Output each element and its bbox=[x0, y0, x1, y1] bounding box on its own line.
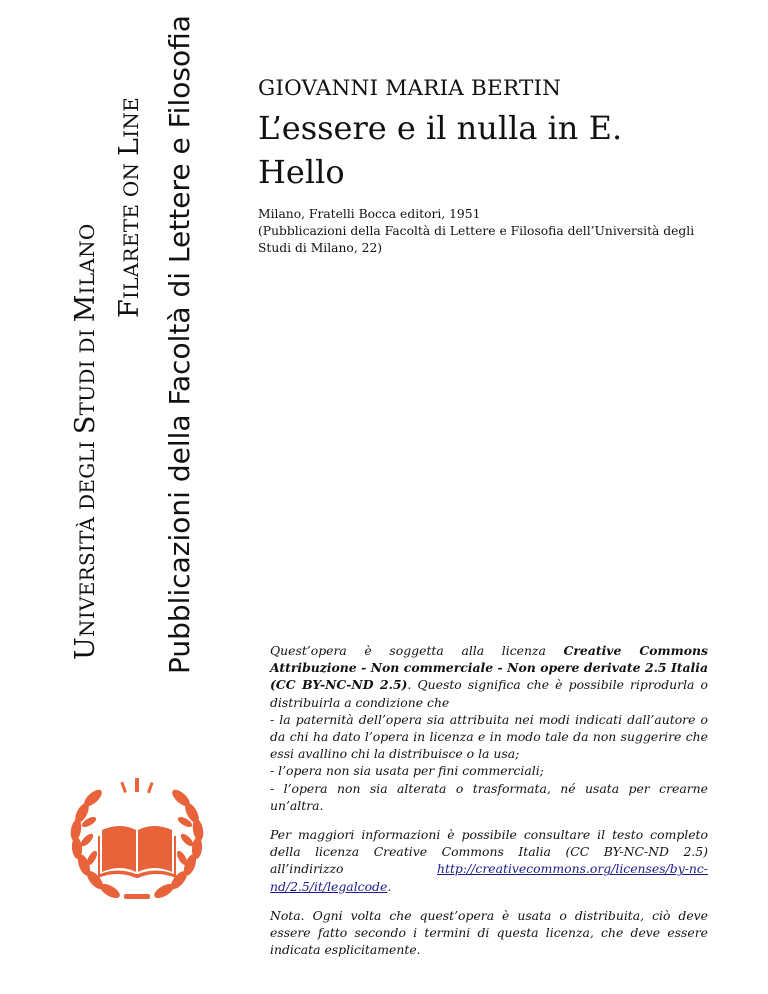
license-condition: - l’opera non sia alterata o trasformata, né usata per crearne un’altra. bbox=[270, 780, 708, 813]
license-condition: - l’opera non sia usata per fini commerciali; bbox=[270, 763, 544, 779]
license-link[interactable]: http://creativecommons.org/licenses/by-nc-nd/2.5/it/legalcode bbox=[270, 861, 708, 894]
license-note: Nota. Ogni volta che quest’opera è usata o distribuita, ciò deve essere fatto secondo i termini di questa licenza, che deve essere indicata esplicitamente. bbox=[270, 907, 708, 958]
license-more-info: Per maggiori informazioni è possibile consultare il testo completo della licenza Creative Commons Italia (CC BY-NC-ND 2.5) all’indirizzo http://creativecommons.org/licenses/by-nc-nd/2.5/it/legalcode. bbox=[270, 827, 708, 894]
series-note: (Pubblicazioni della Facoltà di Lettere e Filosofia dell’Università degli Studi di Milano, 22) bbox=[258, 224, 695, 255]
book-header bbox=[258, 74, 718, 257]
book-title: L’essere e il nulla in E. Hello bbox=[258, 109, 623, 191]
collection-title: Pubblicazioni della Facoltà di Lettere e Filosofia bbox=[163, 15, 196, 674]
publication-info bbox=[258, 206, 718, 257]
publication-line: Milano, Fratelli Bocca editori, 1951 bbox=[258, 207, 481, 221]
license-condition: - la paternità dell’opera sia attribuita nei modi indicati dall’autore o da chi ha dato l’opera in licenza e in modo tale da non suggerire che essi avallino chi la distribuisce o la usa; bbox=[270, 711, 708, 762]
open-book-laurel-icon bbox=[62, 770, 212, 920]
license-text bbox=[270, 642, 708, 958]
filarete-on-line: FILARETE ON LINE bbox=[114, 96, 145, 318]
university-name: UNIVERSITÀ DEGLI STUDI DI MILANO bbox=[70, 223, 101, 660]
author-name: GIOVANNI MARIA BERTIN bbox=[258, 76, 562, 101]
license-intro: Quest’opera è soggetta alla licenza Creative Commons Attribuzione - Non commerciale - Non opere derivate 2.5 Italia (CC BY-NC-ND 2.5). Questo significa che è possibile riprodurla o distribuirla a condizione che bbox=[270, 643, 709, 710]
license-name: Creative Commons Attribuzione - Non commerciale - Non opere derivate 2.5 Italia (CC BY-NC-ND 2.5) bbox=[270, 643, 708, 693]
